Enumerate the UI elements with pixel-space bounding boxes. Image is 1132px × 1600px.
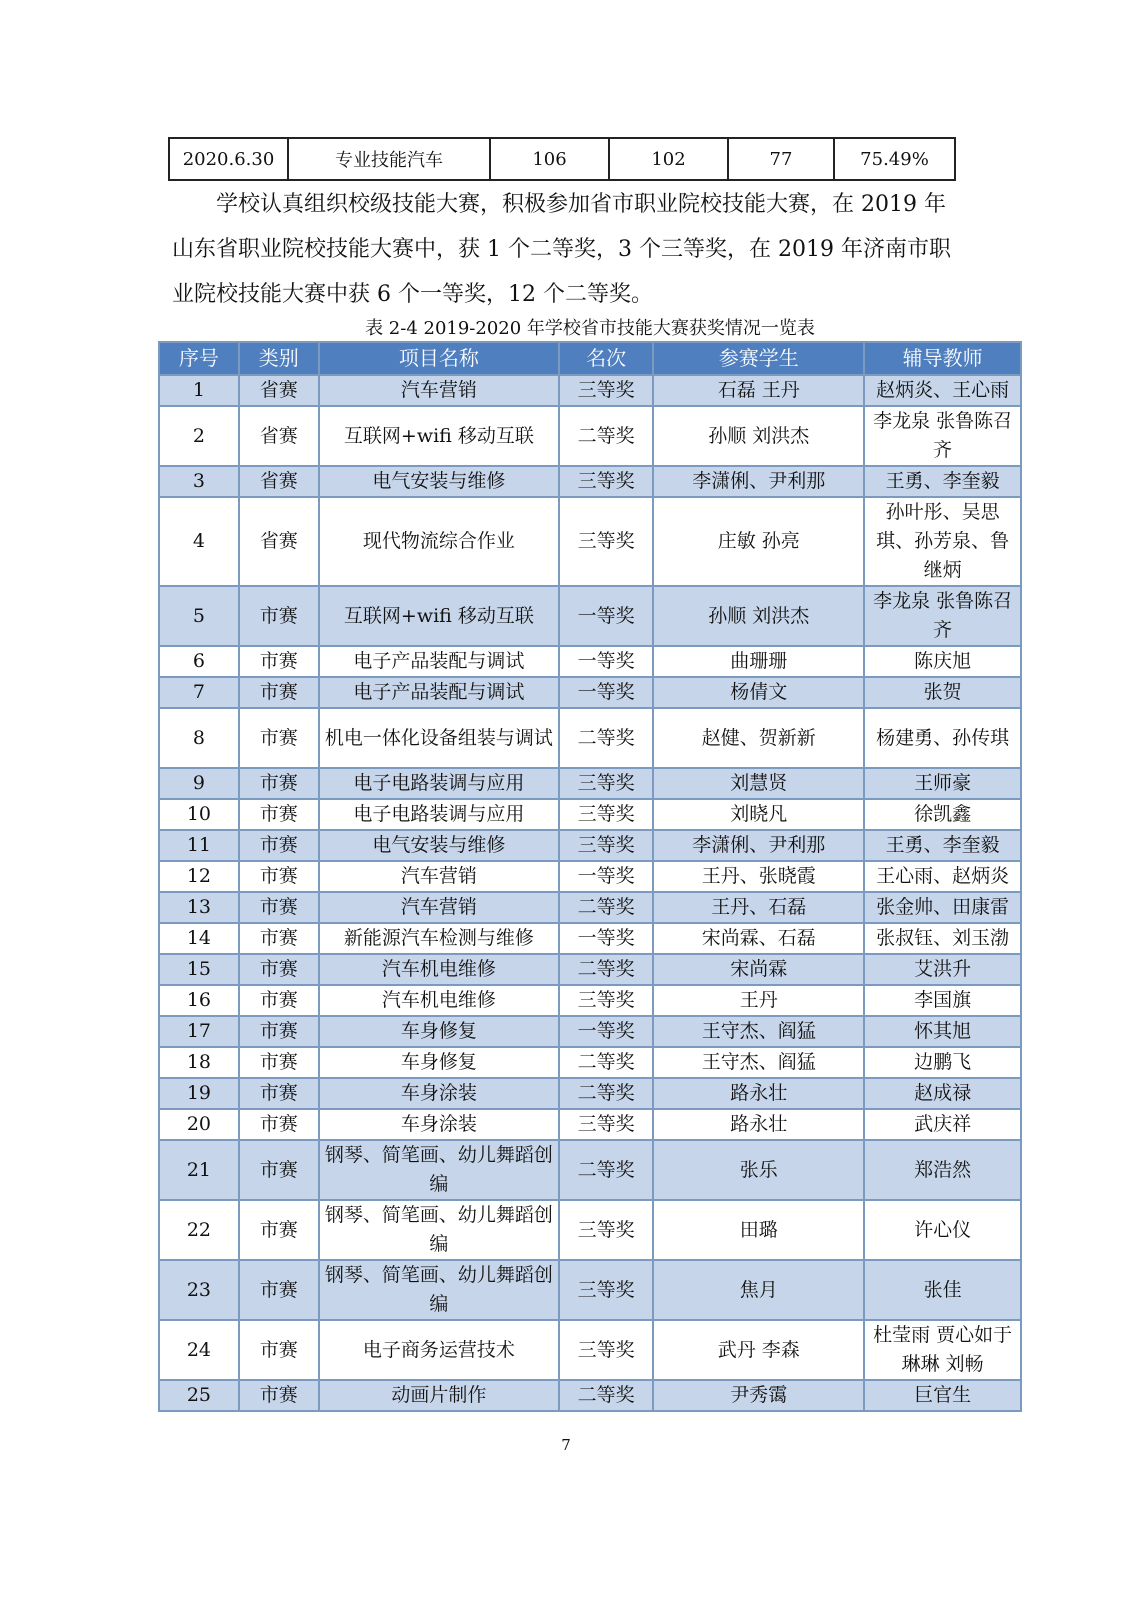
table-cell: 一等奖 xyxy=(559,646,653,677)
table-cell: 市赛 xyxy=(239,954,319,985)
table-cell: 孙顺 刘洪杰 xyxy=(653,586,864,646)
table-cell: 三等奖 xyxy=(559,768,653,799)
table-cell: 市赛 xyxy=(239,1047,319,1078)
table-row xyxy=(159,406,1021,466)
table-cell: 市赛 xyxy=(239,646,319,677)
table-row xyxy=(159,799,1021,830)
table-cell: 汽车营销 xyxy=(319,375,560,406)
table-cell: 汽车营销 xyxy=(319,892,560,923)
table-cell: 机电一体化设备组装与调试 xyxy=(319,708,560,768)
table-cell: 12 xyxy=(159,861,239,892)
previous-table-last-row xyxy=(168,137,956,181)
table-row xyxy=(159,1260,1021,1320)
table-cell: 9 xyxy=(159,768,239,799)
table-cell: 刘晓凡 xyxy=(653,799,864,830)
table-cell: 现代物流综合作业 xyxy=(319,497,560,586)
table-cell: 市赛 xyxy=(239,861,319,892)
table-cell: 省赛 xyxy=(239,466,319,497)
table-cell: 张叔钰、刘玉渤 xyxy=(864,923,1021,954)
table-cell: 市赛 xyxy=(239,677,319,708)
table-cell: 钢琴、简笔画、幼儿舞蹈创编 xyxy=(319,1200,560,1260)
table-cell: 动画片制作 xyxy=(319,1380,560,1411)
table-cell: 电子电路装调与应用 xyxy=(319,768,560,799)
table-cell: 李潇俐、尹利那 xyxy=(653,830,864,861)
table-row xyxy=(159,646,1021,677)
table-cell: 市赛 xyxy=(239,1260,319,1320)
table-cell: 省赛 xyxy=(239,497,319,586)
table-cell: 三等奖 xyxy=(559,497,653,586)
table-cell: 市赛 xyxy=(239,1140,319,1200)
table-cell: 王师豪 xyxy=(864,768,1021,799)
table-cell: 汽车机电维修 xyxy=(319,985,560,1016)
table-cell: 汽车营销 xyxy=(319,861,560,892)
table-cell: 三等奖 xyxy=(559,985,653,1016)
table-cell: 电气安装与维修 xyxy=(319,830,560,861)
table-cell: 21 xyxy=(159,1140,239,1200)
table-cell: 8 xyxy=(159,708,239,768)
table-row xyxy=(169,138,955,180)
column-header: 序号 xyxy=(159,342,239,375)
table-cell: 二等奖 xyxy=(559,1380,653,1411)
table-cell: 5 xyxy=(159,586,239,646)
table-cell: 刘慧贤 xyxy=(653,768,864,799)
table-cell: 王守杰、阎猛 xyxy=(653,1016,864,1047)
table-row xyxy=(159,954,1021,985)
table-row xyxy=(159,923,1021,954)
table-row xyxy=(159,497,1021,586)
table-cell: 车身涂装 xyxy=(319,1078,560,1109)
table-caption: 表 2-4 2019-2020 年学校省市技能大赛获奖情况一览表 xyxy=(365,318,815,339)
table-cell: 电子产品装配与调试 xyxy=(319,646,560,677)
table-row xyxy=(159,1320,1021,1380)
table-cell: 市赛 xyxy=(239,1380,319,1411)
table-cell: 武庆祥 xyxy=(864,1109,1021,1140)
table-cell: 三等奖 xyxy=(559,1200,653,1260)
table-cell: 一等奖 xyxy=(559,1016,653,1047)
table-cell: 13 xyxy=(159,892,239,923)
table-cell: 曲珊珊 xyxy=(653,646,864,677)
table-row xyxy=(159,1140,1021,1200)
table-cell: 75.49% xyxy=(834,138,955,180)
table-cell: 一等奖 xyxy=(559,861,653,892)
table-cell: 尹秀霭 xyxy=(653,1380,864,1411)
table-cell: 车身修复 xyxy=(319,1016,560,1047)
paragraph-line: 山东省职业院校技能大赛中，获 1 个二等奖，3 个三等奖，在 2019 年济南市职 xyxy=(172,237,951,262)
table-cell: 三等奖 xyxy=(559,830,653,861)
table-cell: 二等奖 xyxy=(559,954,653,985)
table-cell: 边鹏飞 xyxy=(864,1047,1021,1078)
table-cell: 1 xyxy=(159,375,239,406)
table-cell: 省赛 xyxy=(239,375,319,406)
table-cell: 三等奖 xyxy=(559,1260,653,1320)
table-cell: 市赛 xyxy=(239,799,319,830)
table-cell: 市赛 xyxy=(239,892,319,923)
table-cell: 一等奖 xyxy=(559,923,653,954)
table-cell: 艾洪升 xyxy=(864,954,1021,985)
table-cell: 电子产品装配与调试 xyxy=(319,677,560,708)
table-cell: 市赛 xyxy=(239,830,319,861)
table-cell: 23 xyxy=(159,1260,239,1320)
table-cell: 李龙泉 张鲁陈召齐 xyxy=(864,586,1021,646)
table-cell: 王勇、李奎毅 xyxy=(864,830,1021,861)
column-header: 参赛学生 xyxy=(653,342,864,375)
table-cell: 一等奖 xyxy=(559,677,653,708)
table-cell: 市赛 xyxy=(239,586,319,646)
table-row xyxy=(159,985,1021,1016)
table-cell: 20 xyxy=(159,1109,239,1140)
table-cell: 赵健、贺新新 xyxy=(653,708,864,768)
table-cell: 张佳 xyxy=(864,1260,1021,1320)
table-cell: 市赛 xyxy=(239,985,319,1016)
table-cell: 郑浩然 xyxy=(864,1140,1021,1200)
table-cell: 一等奖 xyxy=(559,586,653,646)
table-cell: 19 xyxy=(159,1078,239,1109)
table-cell: 张乐 xyxy=(653,1140,864,1200)
table-cell: 张贺 xyxy=(864,677,1021,708)
table-cell: 路永壮 xyxy=(653,1109,864,1140)
table-cell: 25 xyxy=(159,1380,239,1411)
table-row xyxy=(159,768,1021,799)
table-cell: 3 xyxy=(159,466,239,497)
table-cell: 6 xyxy=(159,646,239,677)
table-cell: 杜莹雨 贾心如于琳琳 刘畅 xyxy=(864,1320,1021,1380)
table-row xyxy=(159,375,1021,406)
table-cell: 王丹 xyxy=(653,985,864,1016)
table-cell: 杨倩文 xyxy=(653,677,864,708)
table-cell: 庄敏 孙亮 xyxy=(653,497,864,586)
table-cell: 田璐 xyxy=(653,1200,864,1260)
table-cell: 22 xyxy=(159,1200,239,1260)
table-cell: 市赛 xyxy=(239,768,319,799)
table-cell: 11 xyxy=(159,830,239,861)
column-header: 类别 xyxy=(239,342,319,375)
table-cell: 新能源汽车检测与维修 xyxy=(319,923,560,954)
table-row xyxy=(159,1200,1021,1260)
table-cell: 省赛 xyxy=(239,406,319,466)
table-cell: 106 xyxy=(490,138,609,180)
table-cell: 车身修复 xyxy=(319,1047,560,1078)
table-cell: 三等奖 xyxy=(559,799,653,830)
table-cell: 市赛 xyxy=(239,1016,319,1047)
table-cell: 专业技能汽车 xyxy=(288,138,490,180)
table-cell: 车身涂装 xyxy=(319,1109,560,1140)
table-cell: 14 xyxy=(159,923,239,954)
table-cell: 24 xyxy=(159,1320,239,1380)
column-header: 辅导教师 xyxy=(864,342,1021,375)
table-cell: 17 xyxy=(159,1016,239,1047)
table-row xyxy=(159,677,1021,708)
table-cell: 王丹、石磊 xyxy=(653,892,864,923)
table-cell: 钢琴、简笔画、幼儿舞蹈创编 xyxy=(319,1140,560,1200)
table-cell: 赵成禄 xyxy=(864,1078,1021,1109)
table-row xyxy=(159,586,1021,646)
table-cell: 李龙泉 张鲁陈召齐 xyxy=(864,406,1021,466)
table-row xyxy=(159,830,1021,861)
table-row xyxy=(159,892,1021,923)
table-cell: 互联网+wifi 移动互联 xyxy=(319,586,560,646)
table-cell: 二等奖 xyxy=(559,1078,653,1109)
table-cell: 市赛 xyxy=(239,708,319,768)
table-cell: 路永壮 xyxy=(653,1078,864,1109)
table-cell: 巨官生 xyxy=(864,1380,1021,1411)
table-cell: 徐凯鑫 xyxy=(864,799,1021,830)
table-cell: 王勇、李奎毅 xyxy=(864,466,1021,497)
table-row xyxy=(159,1109,1021,1140)
table-cell: 7 xyxy=(159,677,239,708)
table-cell: 市赛 xyxy=(239,1200,319,1260)
table-cell: 杨建勇、孙传琪 xyxy=(864,708,1021,768)
table-cell: 市赛 xyxy=(239,1109,319,1140)
table-cell: 77 xyxy=(728,138,834,180)
table-row xyxy=(159,466,1021,497)
table-cell: 张金帅、田康雷 xyxy=(864,892,1021,923)
table-cell: 王丹、张晓霞 xyxy=(653,861,864,892)
table-cell: 李国旗 xyxy=(864,985,1021,1016)
table-cell: 二等奖 xyxy=(559,406,653,466)
table-cell: 三等奖 xyxy=(559,1109,653,1140)
page-number: 7 xyxy=(561,1436,571,1454)
table-row xyxy=(159,861,1021,892)
table-cell: 电气安装与维修 xyxy=(319,466,560,497)
table-cell: 市赛 xyxy=(239,1078,319,1109)
paragraph-line: 学校认真组织校级技能大赛，积极参加省市职业院校技能大赛，在 2019 年 xyxy=(216,192,946,217)
table-cell: 陈庆旭 xyxy=(864,646,1021,677)
table-cell: 电子商务运营技术 xyxy=(319,1320,560,1380)
table-cell: 二等奖 xyxy=(559,1140,653,1200)
table-cell: 三等奖 xyxy=(559,1320,653,1380)
column-header: 项目名称 xyxy=(319,342,560,375)
table-cell: 许心仪 xyxy=(864,1200,1021,1260)
table-cell: 三等奖 xyxy=(559,466,653,497)
table-cell: 15 xyxy=(159,954,239,985)
table-cell: 汽车机电维修 xyxy=(319,954,560,985)
table-row xyxy=(159,1047,1021,1078)
table-cell: 市赛 xyxy=(239,923,319,954)
table-cell: 二等奖 xyxy=(559,708,653,768)
paragraph-line: 业院校技能大赛中获 6 个一等奖，12 个二等奖。 xyxy=(172,282,653,307)
table-row xyxy=(159,1016,1021,1047)
table-cell: 2020.6.30 xyxy=(169,138,288,180)
table-cell: 10 xyxy=(159,799,239,830)
column-header: 名次 xyxy=(559,342,653,375)
table-cell: 赵炳炎、王心雨 xyxy=(864,375,1021,406)
table-cell: 钢琴、简笔画、幼儿舞蹈创编 xyxy=(319,1260,560,1320)
table-cell: 二等奖 xyxy=(559,892,653,923)
table-cell: 焦月 xyxy=(653,1260,864,1320)
table-cell: 4 xyxy=(159,497,239,586)
table-cell: 18 xyxy=(159,1047,239,1078)
table-row xyxy=(159,1078,1021,1109)
table-cell: 石磊 王丹 xyxy=(653,375,864,406)
table-cell: 宋尚霖 xyxy=(653,954,864,985)
table-cell: 16 xyxy=(159,985,239,1016)
table-cell: 孙顺 刘洪杰 xyxy=(653,406,864,466)
table-cell: 孙叶彤、吴思琪、孙芳泉、鲁继炳 xyxy=(864,497,1021,586)
table-cell: 李潇俐、尹利那 xyxy=(653,466,864,497)
table-cell: 武丹 李森 xyxy=(653,1320,864,1380)
table-row xyxy=(159,1380,1021,1411)
table-cell: 2 xyxy=(159,406,239,466)
table-cell: 互联网+wifi 移动互联 xyxy=(319,406,560,466)
table-cell: 市赛 xyxy=(239,1320,319,1380)
table-cell: 怀其旭 xyxy=(864,1016,1021,1047)
table-cell: 三等奖 xyxy=(559,375,653,406)
table-header-row xyxy=(159,342,1021,375)
table-cell: 宋尚霖、石磊 xyxy=(653,923,864,954)
table-cell: 电子电路装调与应用 xyxy=(319,799,560,830)
table-cell: 王守杰、阎猛 xyxy=(653,1047,864,1078)
table-cell: 二等奖 xyxy=(559,1047,653,1078)
awards-table xyxy=(158,341,1022,1412)
table-row xyxy=(159,708,1021,768)
table-cell: 102 xyxy=(609,138,728,180)
body-paragraph xyxy=(172,182,962,317)
table-cell: 王心雨、赵炳炎 xyxy=(864,861,1021,892)
